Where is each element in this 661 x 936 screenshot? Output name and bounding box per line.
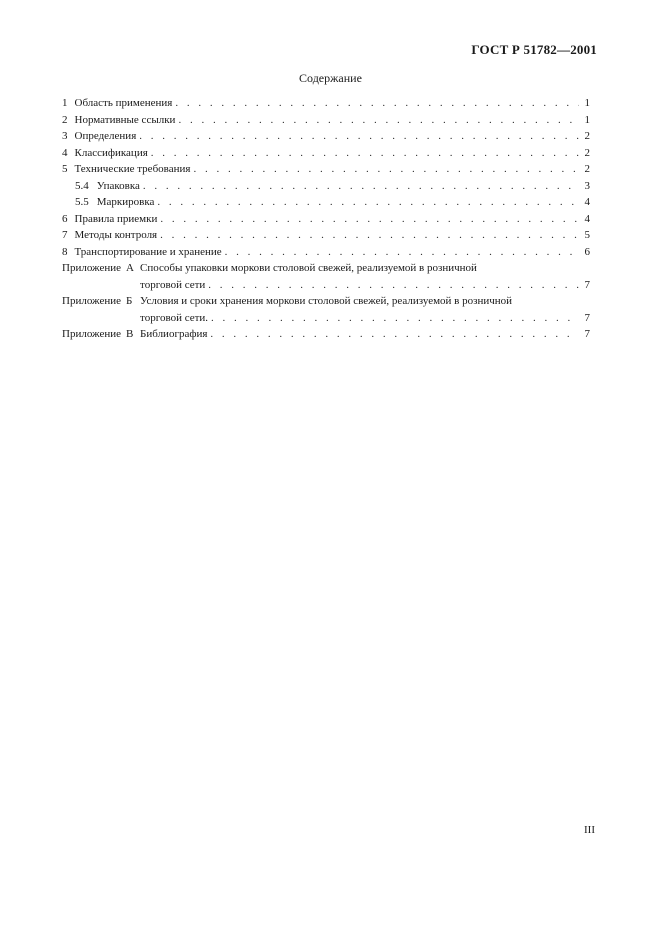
- toc-entry-label: Область применения: [74, 97, 173, 109]
- dot-leader: [208, 277, 579, 294]
- page-number: III: [584, 824, 595, 836]
- toc-appendix-b[interactable]: [62, 293, 590, 326]
- toc-entry-page: 7: [584, 328, 590, 340]
- appendix-title-line1: Способы упаковки моркови столовой свежей, реализуемой в розничной: [140, 262, 477, 274]
- appendix-word: Приложение: [62, 262, 122, 274]
- toc-entry-page: 3: [584, 179, 590, 192]
- toc-subentry[interactable]: [62, 194, 590, 211]
- appendix-body: [140, 293, 590, 326]
- dot-leader: [139, 128, 579, 145]
- toc-entry-label: Транспортирование и хранение: [74, 245, 222, 258]
- toc-entry-page: 1: [584, 113, 590, 126]
- toc-entry-page: 4: [584, 212, 590, 225]
- dot-leader: [157, 194, 579, 211]
- appendix-body: [140, 260, 590, 293]
- toc-entry-page: 6: [584, 245, 590, 258]
- document-header: ГОСТ Р 51782—2001: [471, 42, 597, 57]
- toc-title: Содержание: [299, 71, 362, 85]
- toc-entry-label: Классификация: [74, 146, 148, 159]
- toc-entry-number: 5: [62, 163, 68, 175]
- toc-entry[interactable]: [62, 128, 590, 145]
- toc-entry[interactable]: [62, 145, 590, 162]
- appendix-lead: [62, 260, 140, 277]
- toc-entry-page: 2: [584, 163, 590, 175]
- toc-entry-label: Технические требования: [74, 163, 191, 175]
- toc-entry-label: Маркировка: [96, 196, 155, 208]
- appendix-word: Приложение: [62, 295, 122, 307]
- appendix-lead: [62, 326, 140, 343]
- dot-leader: [175, 95, 579, 112]
- appendix-title-line2: торговой сети: [140, 278, 206, 291]
- toc-entry-label: Нормативные ссылки: [74, 113, 176, 126]
- appendix-letter: А: [126, 262, 134, 274]
- appendix-body: [140, 326, 590, 343]
- toc-entry[interactable]: [62, 211, 590, 228]
- table-of-contents: [62, 95, 590, 343]
- appendix-title-line2: торговой сети.: [140, 311, 209, 324]
- toc-entry-page: 4: [584, 196, 590, 208]
- toc-subentry[interactable]: [62, 178, 590, 195]
- toc-entry-page: 2: [584, 130, 590, 142]
- toc-entry-number: 2: [62, 113, 68, 126]
- dot-leader: [211, 310, 579, 327]
- appendix-letter: Б: [126, 295, 133, 307]
- appendix-title-line2-row: [140, 277, 590, 294]
- toc-entry[interactable]: [62, 112, 590, 129]
- toc-entry-label: Определения: [74, 130, 137, 142]
- toc-entry-page: 7: [584, 278, 590, 291]
- toc-entry-number: 8: [62, 245, 68, 258]
- toc-entry-label: Упаковка: [96, 179, 140, 192]
- dot-leader: [160, 211, 579, 228]
- toc-entry-number: 3: [62, 130, 68, 142]
- appendix-title-line2-row: [140, 310, 590, 327]
- toc-entry-number: 4: [62, 146, 68, 159]
- appendix-word: Приложение: [62, 328, 122, 340]
- dot-leader: [151, 145, 579, 162]
- toc-entry-number: 1: [62, 97, 68, 109]
- appendix-title-row: [140, 326, 590, 343]
- toc-entry-number: 5.4: [75, 179, 89, 192]
- toc-entry[interactable]: [62, 244, 590, 261]
- toc-entry-page: 7: [584, 311, 590, 324]
- dot-leader: [178, 112, 579, 129]
- toc-entry-number: 7: [62, 229, 68, 241]
- appendix-title-line1: Библиография: [140, 328, 208, 340]
- toc-appendix-a[interactable]: [62, 260, 590, 293]
- toc-entry[interactable]: [62, 161, 590, 178]
- toc-entry[interactable]: [62, 227, 590, 244]
- toc-entry-number: 5.5: [75, 196, 89, 208]
- toc-entry-page: 5: [584, 229, 590, 241]
- toc-appendix-v[interactable]: [62, 326, 590, 343]
- toc-entry-number: 6: [62, 212, 68, 225]
- toc-entry-page: 2: [584, 146, 590, 159]
- toc-entry-page: 1: [584, 97, 590, 109]
- appendix-lead: [62, 293, 140, 310]
- toc-entry[interactable]: [62, 95, 590, 112]
- appendix-letter: В: [126, 328, 134, 340]
- toc-entry-label: Методы контроля: [74, 229, 158, 241]
- toc-entry-label: Правила приемки: [74, 212, 158, 225]
- dot-leader: [193, 161, 579, 178]
- dot-leader: [160, 227, 579, 244]
- dot-leader: [210, 326, 579, 343]
- dot-leader: [225, 244, 579, 261]
- appendix-title-line1: Условия и сроки хранения моркови столовой свежей, реализуемой в розничной: [140, 295, 513, 307]
- dot-leader: [143, 178, 579, 195]
